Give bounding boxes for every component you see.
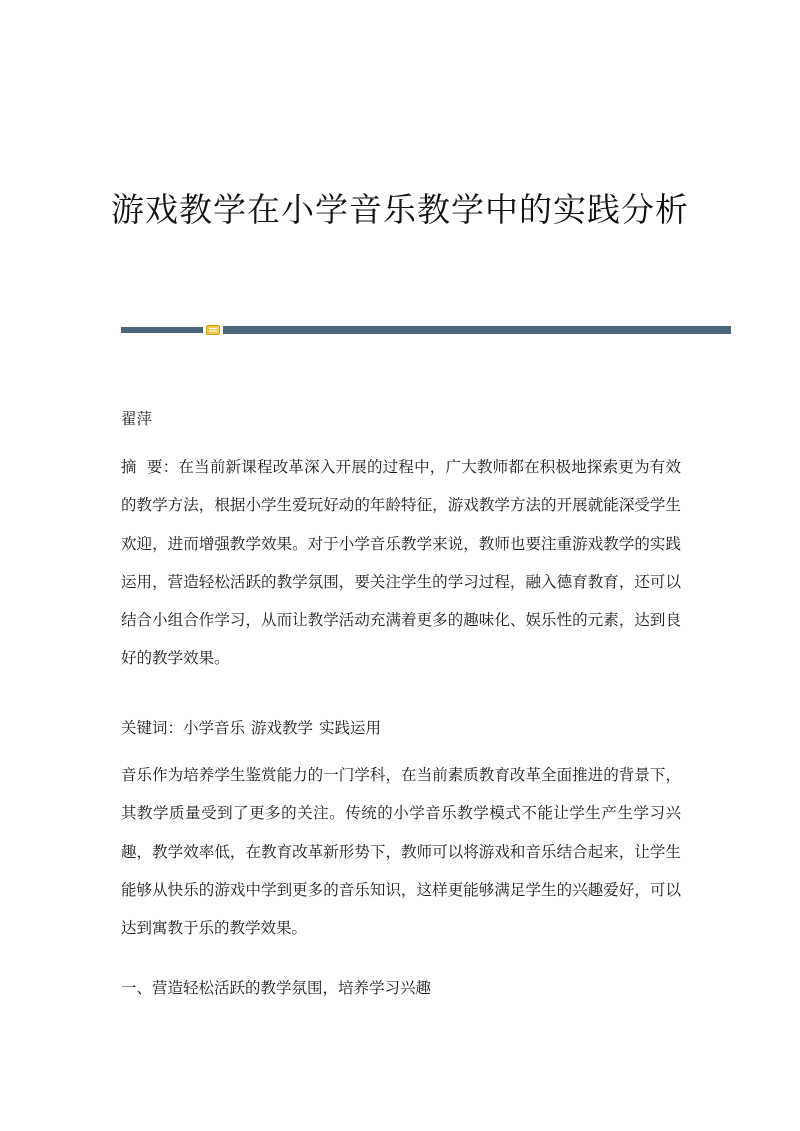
intro-paragraph: 音乐作为培养学生鉴赏能力的一门学科，在当前素质教育改革全面推进的背景下，其教学质量受到了更多的关注。传统的小学音乐教学模式不能让学生产生学习兴趣，教学效率低，在教育改革新形势下，教师可以将游戏和音乐结合起来，让学生能够从快乐的游戏中学到更多的音乐知识，这样更能够满足学生的兴趣爱好，可以达到寓教于乐的教学效果。 [121,766,681,938]
author-name: 翟萍 [121,410,153,428]
keyword: 小学音乐 [183,719,246,737]
divider-bar-left [121,327,203,333]
abstract-label: 摘 要： [121,458,179,476]
section-heading [121,969,681,1007]
section-heading-text: 一、营造轻松活跃的教学氛围，培养学习兴趣 [121,979,432,997]
keywords-line [121,709,681,747]
book-icon [206,324,220,336]
keywords [121,709,681,747]
title-divider [121,324,731,336]
author [121,400,681,438]
abstract-text: 在当前新课程改革深入开展的过程中，广大教师都在积极地探索更为有效的教学方法，根据小学生爱玩好动的年龄特征，游戏教学方法的开展就能深受学生欢迎，进而增强教学效果。对于小学音乐教学来说，教师也要注重游戏教学的实践运用，营造轻松活跃的教学氛围，要关注学生的学习过程，融入德育教育，还可以结合小组合作学习，从而让教学活动充满着更多的趣味化、娱乐性的元素，达到良好的教学效果。 [121,458,681,668]
abstract-paragraph [121,448,681,678]
keywords-label: 关键词： [121,719,184,737]
divider-bar-right [223,326,731,334]
keyword: 实践运用 [319,719,382,737]
document-title: 游戏教学在小学音乐教学中的实践分析 [111,190,689,229]
intro-section [121,756,681,947]
keyword: 游戏教学 [251,719,314,737]
abstract [121,448,681,678]
